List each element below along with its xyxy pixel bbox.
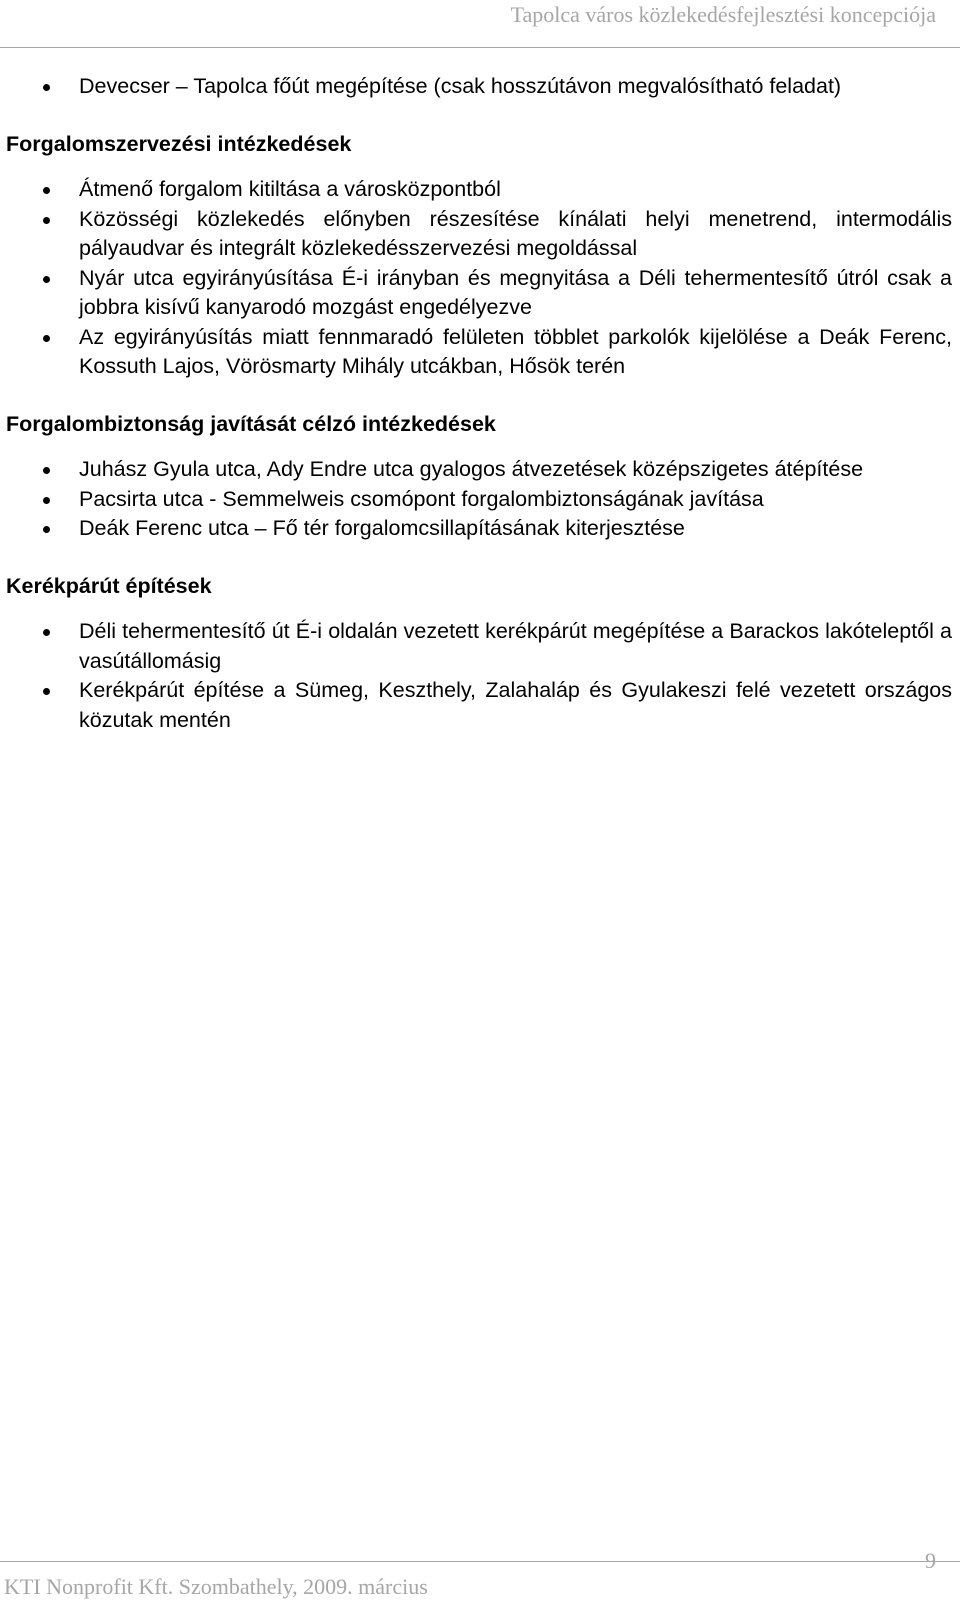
page-number: 9 xyxy=(925,1548,936,1573)
list-item-text: Juhász Gyula utca, Ady Endre utca gyalogos átvezetések középszigetes átépítése xyxy=(79,457,864,481)
list-item xyxy=(6,617,952,676)
section-list xyxy=(6,455,952,544)
bullet-icon xyxy=(43,84,50,91)
list-item xyxy=(6,175,952,205)
list-item-text: Az egyirányúsítás miatt fennmaradó felületen többlet parkolók kijelölése a Deák Ferenc, Kossuth Lajos, Vörösmarty Mihály utcákban, Hősök terén xyxy=(79,324,952,378)
list-item xyxy=(6,455,952,485)
bullet-icon xyxy=(43,217,50,224)
document-body xyxy=(6,56,952,735)
section-heading: Kerékpárút építések xyxy=(6,573,212,598)
section-list xyxy=(6,175,952,382)
list-item xyxy=(6,514,952,544)
list-item-text: Pacsirta utca - Semmelweis csomópont forgalombiztonságának javítása xyxy=(79,486,764,511)
list-item-text: Nyár utca egyirányúsítása É-i irányban és megnyitása a Déli tehermentesítő útról csak a jobbra kisívű kanyarodó mozgást engedélyezve xyxy=(79,265,952,319)
intro-list xyxy=(6,72,952,102)
list-item xyxy=(6,676,952,735)
footer-org: KTI Nonprofit Kft. Szombathely, 2009. március xyxy=(4,1574,428,1599)
bullet-icon xyxy=(43,187,50,194)
bullet-icon xyxy=(43,497,50,504)
bullet-icon xyxy=(43,467,50,474)
bullet-icon xyxy=(43,276,50,283)
list-item xyxy=(6,485,952,515)
bullet-icon xyxy=(43,526,50,533)
bullet-icon xyxy=(43,335,50,342)
section-heading: Forgalombiztonság javítását célzó intézkedések xyxy=(6,411,496,436)
list-item-text: Kerékpárút építése a Sümeg, Keszthely, Zalahaláp és Gyulakeszi felé vezetett országos közutak mentén xyxy=(79,678,952,732)
bullet-icon xyxy=(43,629,50,636)
section-heading: Forgalomszervezési intézkedések xyxy=(6,131,352,156)
list-item-text: Átmenő forgalom kitiltása a városközpontból xyxy=(79,177,501,201)
list-item-text: Déli tehermentesítő út É-i oldalán vezetett kerékpárút megépítése a Barackos lakóteleptől a vasútállomásig xyxy=(79,619,952,673)
list-item xyxy=(6,205,952,264)
header-title: Tapolca város közlekedésfejlesztési koncepciója xyxy=(510,2,936,27)
list-item xyxy=(6,264,952,323)
list-item xyxy=(6,72,952,102)
section-list xyxy=(6,617,952,735)
bullet-icon xyxy=(43,688,50,695)
list-item-text: Deák Ferenc utca – Fő tér forgalomcsillapításának kiterjesztése xyxy=(79,516,685,540)
list-item xyxy=(6,323,952,382)
page-header xyxy=(0,0,960,48)
list-item-text: Devecser – Tapolca főút megépítése (csak hosszútávon megvalósítható feladat) xyxy=(79,74,842,98)
list-item-text: Közösségi közlekedés előnyben részesítése kínálati helyi menetrend, intermodális pályaudvar és integrált közlekedésszervezési megoldással xyxy=(79,206,952,260)
page-footer xyxy=(0,1548,960,1611)
